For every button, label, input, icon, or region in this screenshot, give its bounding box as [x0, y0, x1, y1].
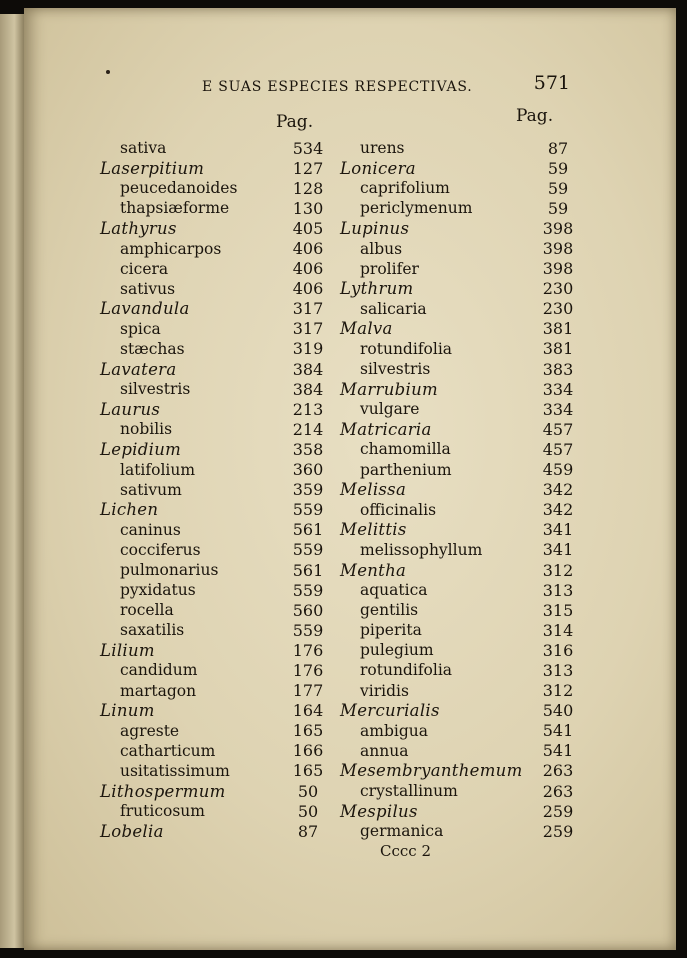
species-entry — [98, 379, 328, 399]
species-name: chamomilla — [360, 440, 451, 459]
species-name: spica — [120, 319, 161, 338]
species-name: gentilis — [360, 601, 419, 620]
page-reference: 559 — [292, 620, 324, 640]
species-entry — [338, 399, 578, 419]
species-name: urens — [360, 139, 405, 158]
genus-name: Lathyrus — [100, 218, 177, 238]
species-entry — [338, 138, 578, 158]
previous-page-edge — [0, 14, 24, 948]
species-name: germanica — [360, 822, 444, 841]
genus-name: Mesembryanthemum — [340, 761, 523, 781]
page-reference: 384 — [292, 359, 324, 379]
species-name: periclymenum — [360, 199, 473, 218]
page-reference: 341 — [542, 520, 574, 540]
species-name: crystallinum — [360, 782, 458, 801]
genus-entry — [338, 218, 578, 238]
page-reference: 358 — [292, 439, 324, 459]
page-reference: 166 — [292, 741, 324, 761]
species-entry — [338, 439, 578, 459]
species-name: vulgare — [360, 400, 420, 419]
genus-entry — [338, 379, 578, 399]
species-entry — [98, 238, 328, 258]
species-entry — [98, 741, 328, 761]
page-reference: 59 — [547, 158, 569, 178]
genus-entry — [338, 419, 578, 439]
page-reference: 406 — [292, 259, 324, 279]
species-name: pulegium — [360, 641, 434, 660]
page-reference: 317 — [292, 299, 324, 319]
genus-name: Lupinus — [340, 218, 410, 238]
species-entry — [338, 540, 578, 560]
page-reference: 341 — [542, 540, 574, 560]
genus-entry — [98, 640, 328, 660]
species-name: silvestris — [360, 360, 431, 379]
species-entry — [338, 259, 578, 279]
genus-entry — [338, 319, 578, 339]
page-reference: 457 — [542, 419, 574, 439]
species-entry — [98, 761, 328, 781]
page-reference: 176 — [292, 660, 324, 680]
page-reference: 398 — [542, 259, 574, 279]
page-reference: 263 — [542, 761, 574, 781]
page-reference: 165 — [292, 721, 324, 741]
species-entry — [338, 741, 578, 761]
page-reference: 360 — [292, 460, 324, 480]
genus-entry — [338, 701, 578, 721]
species-name: parthenium — [360, 460, 452, 479]
page-reference: 127 — [292, 158, 324, 178]
ink-speck — [106, 70, 110, 74]
page-reference: 312 — [542, 681, 574, 701]
species-entry — [98, 540, 328, 560]
genus-entry — [98, 399, 328, 419]
page-reference: 342 — [542, 500, 574, 520]
genus-entry — [98, 299, 328, 319]
page-reference: 315 — [542, 600, 574, 620]
species-name: prolifer — [360, 259, 419, 278]
running-header — [24, 70, 676, 100]
species-entry — [338, 781, 578, 801]
genus-name: Lilium — [100, 640, 155, 660]
page-reference: 164 — [292, 701, 324, 721]
species-name: piperita — [360, 621, 422, 640]
page-reference: 316 — [542, 640, 574, 660]
genus-entry — [338, 480, 578, 500]
page-reference: 50 — [297, 781, 319, 801]
species-name: agreste — [120, 721, 180, 740]
species-entry — [98, 279, 328, 299]
species-name: ambigua — [360, 721, 428, 740]
species-name: pyxidatus — [120, 581, 196, 600]
page-reference: 319 — [292, 339, 324, 359]
species-entry — [98, 660, 328, 680]
page-reference: 540 — [542, 701, 574, 721]
species-name: rocella — [120, 601, 174, 620]
page-reference: 534 — [292, 138, 324, 158]
genus-name: Mespilus — [340, 801, 418, 821]
genus-name: Matricaria — [340, 419, 432, 439]
page-reference: 259 — [542, 801, 574, 821]
page-reference: 381 — [542, 319, 574, 339]
page-reference: 459 — [542, 460, 574, 480]
genus-name: Lavandula — [100, 299, 190, 319]
page-reference: 165 — [292, 761, 324, 781]
printer-signature: Cccc 2 — [380, 842, 431, 860]
species-name: peucedanoides — [120, 179, 238, 198]
species-name: amphicarpos — [120, 239, 222, 258]
genus-name: Malva — [340, 319, 393, 339]
genus-entry — [338, 158, 578, 178]
species-entry — [338, 681, 578, 701]
species-name: silvestris — [120, 380, 191, 399]
species-name: aquatica — [360, 581, 428, 600]
page-reference: 313 — [542, 660, 574, 680]
page-reference: 128 — [292, 178, 324, 198]
page-reference: 59 — [547, 198, 569, 218]
species-entry — [338, 600, 578, 620]
species-entry — [338, 359, 578, 379]
page-reference: 230 — [542, 279, 574, 299]
genus-entry — [98, 781, 328, 801]
species-entry — [98, 198, 328, 218]
page-reference: 559 — [292, 500, 324, 520]
genus-name: Marrubium — [340, 379, 438, 399]
species-name: melissophyllum — [360, 540, 483, 559]
page-reference: 398 — [542, 239, 574, 259]
genus-name: Laurus — [100, 399, 161, 419]
species-name: caprifolium — [360, 179, 450, 198]
species-name: officinalis — [360, 500, 437, 519]
genus-entry — [338, 761, 578, 781]
species-entry — [98, 319, 328, 339]
species-name: sativum — [120, 480, 182, 499]
species-entry — [98, 620, 328, 640]
species-name: rotundifolia — [360, 661, 453, 680]
species-entry — [338, 660, 578, 680]
species-name: cicera — [120, 259, 169, 278]
genus-entry — [338, 279, 578, 299]
species-name: fruticosum — [120, 802, 205, 821]
species-entry — [338, 178, 578, 198]
left-column-heading: Pag. — [276, 112, 314, 132]
species-name: latifolium — [120, 460, 196, 479]
species-entry — [98, 419, 328, 439]
page-reference: 334 — [542, 379, 574, 399]
page-reference: 398 — [542, 218, 574, 238]
species-name: nobilis — [120, 420, 173, 439]
page-reference: 59 — [547, 178, 569, 198]
species-entry — [338, 721, 578, 741]
genus-name: Lythrum — [340, 279, 414, 299]
species-name: cocciferus — [120, 540, 201, 559]
book-page — [24, 8, 676, 950]
page-reference: 230 — [542, 299, 574, 319]
left-index-column — [98, 138, 328, 841]
species-entry — [98, 600, 328, 620]
page-reference: 87 — [547, 138, 569, 158]
species-name: martagon — [120, 681, 197, 700]
species-name: sativus — [120, 279, 176, 298]
genus-name: Lithospermum — [100, 781, 226, 801]
species-entry — [98, 339, 328, 359]
genus-name: Lichen — [100, 500, 159, 520]
genus-entry — [98, 500, 328, 520]
page-reference: 383 — [542, 359, 574, 379]
species-entry — [98, 580, 328, 600]
page-reference: 405 — [292, 218, 324, 238]
genus-entry — [98, 821, 328, 841]
species-name: sativa — [120, 139, 167, 158]
species-name: stæchas — [120, 339, 185, 358]
species-name: albus — [360, 239, 403, 258]
species-name: caninus — [120, 520, 181, 539]
page-reference: 177 — [292, 681, 324, 701]
page-number: 571 — [533, 72, 570, 94]
species-entry — [338, 339, 578, 359]
page-reference: 130 — [292, 198, 324, 218]
genus-name: Lavatera — [100, 359, 177, 379]
species-entry — [98, 681, 328, 701]
species-entry — [338, 460, 578, 480]
page-reference: 560 — [292, 600, 324, 620]
page-reference: 561 — [292, 560, 324, 580]
species-entry — [98, 259, 328, 279]
species-entry — [98, 560, 328, 580]
genus-name: Melissa — [340, 480, 407, 500]
page-reference: 314 — [542, 620, 574, 640]
page-reference: 317 — [292, 319, 324, 339]
page-reference: 541 — [542, 741, 574, 761]
species-name: rotundifolia — [360, 339, 453, 358]
species-name: salicaria — [360, 299, 427, 318]
species-entry — [338, 238, 578, 258]
page-reference: 87 — [297, 821, 319, 841]
page-reference: 559 — [292, 540, 324, 560]
species-name: catharticum — [120, 741, 216, 760]
genus-name: Mercurialis — [340, 701, 440, 721]
page-reference: 213 — [292, 399, 324, 419]
page-reference: 214 — [292, 419, 324, 439]
page-reference: 559 — [292, 580, 324, 600]
species-entry — [98, 460, 328, 480]
genus-name: Mentha — [340, 560, 407, 580]
species-name: saxatilis — [120, 621, 185, 640]
page-reference: 457 — [542, 439, 574, 459]
genus-name: Melittis — [340, 520, 407, 540]
species-name: pulmonarius — [120, 561, 219, 580]
page-reference: 342 — [542, 480, 574, 500]
species-entry — [338, 640, 578, 660]
page-reference: 312 — [542, 560, 574, 580]
genus-entry — [338, 520, 578, 540]
page-reference: 359 — [292, 480, 324, 500]
genus-entry — [338, 560, 578, 580]
page-reference: 561 — [292, 520, 324, 540]
species-entry — [338, 620, 578, 640]
page-reference: 384 — [292, 379, 324, 399]
right-column-heading: Pag. — [516, 106, 554, 126]
genus-entry — [98, 701, 328, 721]
species-entry — [338, 580, 578, 600]
genus-name: Laserpitium — [100, 158, 205, 178]
page-reference: 263 — [542, 781, 574, 801]
species-entry — [98, 520, 328, 540]
species-name: annua — [360, 741, 409, 760]
page-reference: 313 — [542, 580, 574, 600]
genus-name: Lepidium — [100, 439, 182, 459]
species-entry — [338, 500, 578, 520]
page-reference: 406 — [292, 279, 324, 299]
species-entry — [98, 721, 328, 741]
species-entry — [98, 178, 328, 198]
page-reference: 259 — [542, 821, 574, 841]
genus-entry — [98, 158, 328, 178]
species-entry — [98, 801, 328, 821]
page-reference: 541 — [542, 721, 574, 741]
genus-entry — [98, 218, 328, 238]
species-entry — [98, 138, 328, 158]
species-entry — [338, 821, 578, 841]
genus-name: Lonicera — [340, 158, 416, 178]
genus-name: Lobelia — [100, 821, 164, 841]
page-reference: 50 — [297, 801, 319, 821]
genus-entry — [98, 359, 328, 379]
species-name: viridis — [360, 681, 409, 700]
species-name: thapsiæforme — [120, 199, 230, 218]
page-reference: 176 — [292, 640, 324, 660]
species-name: candidum — [120, 661, 198, 680]
genus-entry — [98, 439, 328, 459]
genus-name: Linum — [100, 701, 155, 721]
genus-entry — [338, 801, 578, 821]
species-name: usitatissimum — [120, 761, 230, 780]
page-reference: 334 — [542, 399, 574, 419]
page-reference: 381 — [542, 339, 574, 359]
right-index-column — [338, 138, 578, 841]
species-entry — [338, 198, 578, 218]
header-title: E SUAS ESPECIES RESPECTIVAS. — [202, 79, 473, 95]
page-reference: 406 — [292, 239, 324, 259]
species-entry — [338, 299, 578, 319]
species-entry — [98, 480, 328, 500]
